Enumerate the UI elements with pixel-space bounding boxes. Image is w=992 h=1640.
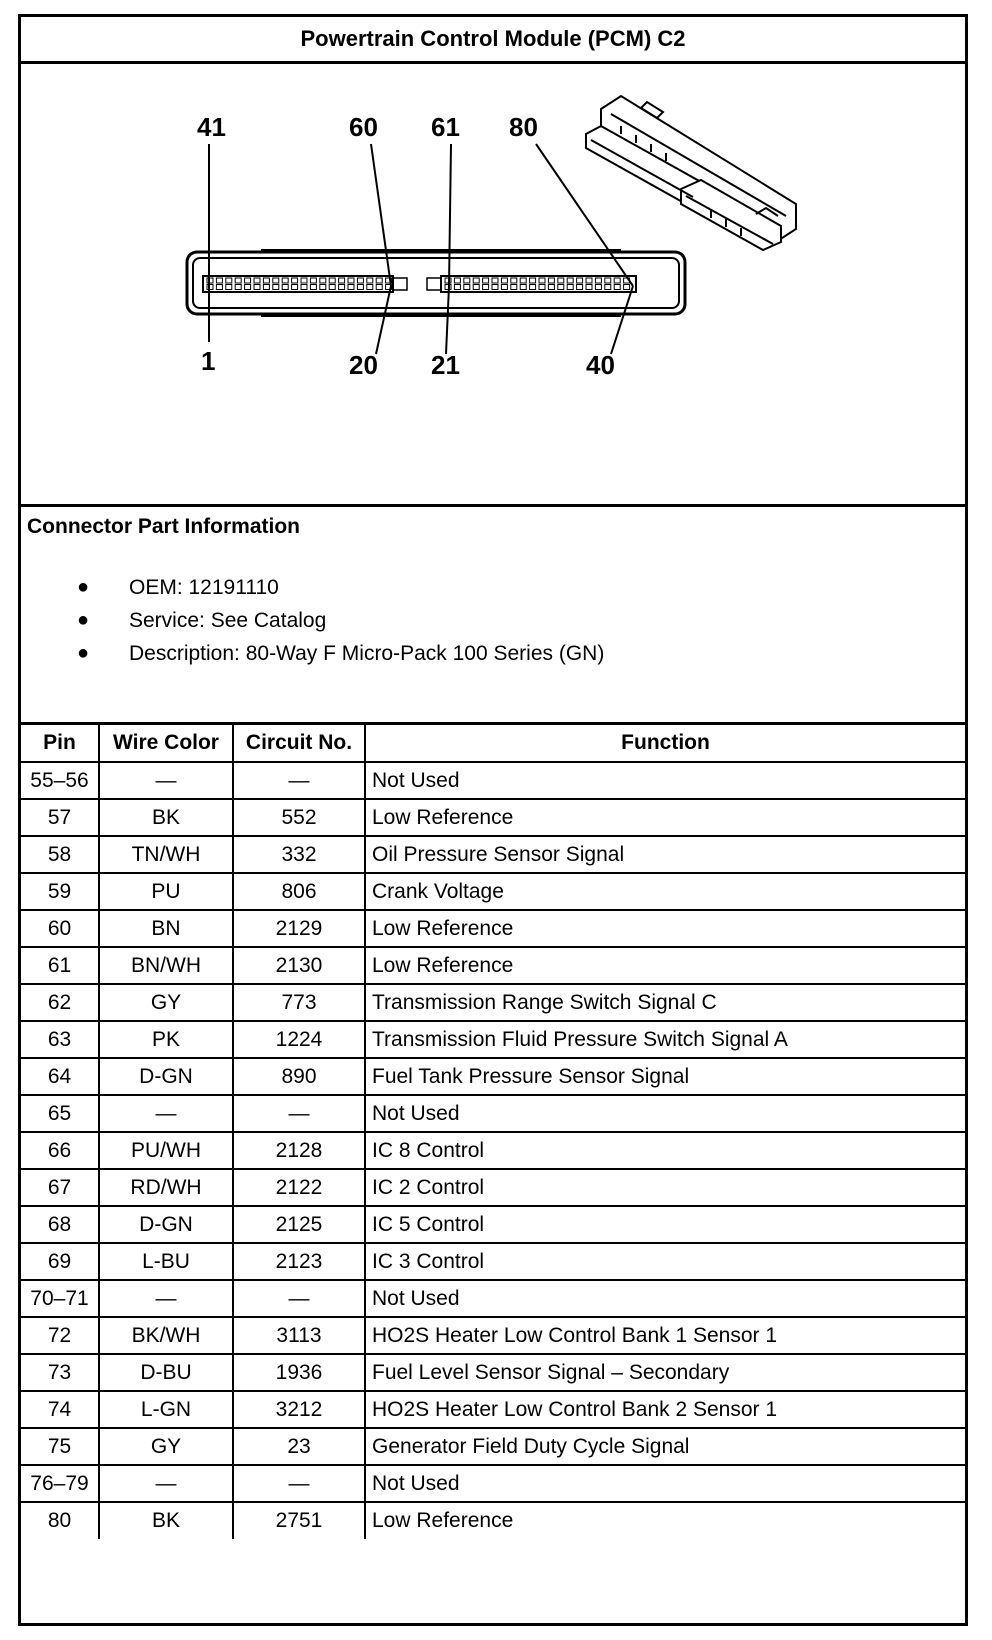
circuit-no-cell: — [233, 762, 365, 799]
function-cell: HO2S Heater Low Control Bank 2 Sensor 1 [365, 1391, 965, 1428]
header-pin: Pin [21, 725, 99, 762]
circuit-no-cell: — [233, 1095, 365, 1132]
function-cell: Not Used [365, 1280, 965, 1317]
table-row [21, 1169, 965, 1206]
wire-color-cell: D-BU [99, 1354, 233, 1391]
connector-drawing [21, 64, 965, 504]
circuit-no-cell: 2125 [233, 1206, 365, 1243]
wire-color-cell: RD/WH [99, 1169, 233, 1206]
pin-cell: 69 [21, 1243, 99, 1280]
function-cell: Transmission Range Switch Signal C [365, 984, 965, 1021]
function-cell: Low Reference [365, 799, 965, 836]
wire-color-cell: BN [99, 910, 233, 947]
wire-color-cell: BN/WH [99, 947, 233, 984]
table-row [21, 1428, 965, 1465]
function-cell: Not Used [365, 1095, 965, 1132]
pin-cell: 60 [21, 910, 99, 947]
function-cell: Low Reference [365, 1502, 965, 1539]
wire-color-cell: GY [99, 984, 233, 1021]
function-cell: IC 5 Control [365, 1206, 965, 1243]
pin-cell: 70–71 [21, 1280, 99, 1317]
pin-cell: 80 [21, 1502, 99, 1539]
function-cell: Low Reference [365, 910, 965, 947]
pin-cell: 75 [21, 1428, 99, 1465]
circuit-no-cell: 1224 [233, 1021, 365, 1058]
circuit-no-cell: 3212 [233, 1391, 365, 1428]
circuit-no-cell: 3113 [233, 1317, 365, 1354]
circuit-no-cell: 332 [233, 836, 365, 873]
pin-label-20: 20 [349, 350, 378, 380]
table-row [21, 1502, 965, 1539]
pin-cell: 66 [21, 1132, 99, 1169]
wire-color-cell: BK/WH [99, 1317, 233, 1354]
circuit-no-cell: 2128 [233, 1132, 365, 1169]
pin-cell: 74 [21, 1391, 99, 1428]
wire-color-cell: TN/WH [99, 836, 233, 873]
connector-info-list [21, 571, 604, 670]
pin-cell: 64 [21, 1058, 99, 1095]
function-cell: Transmission Fluid Pressure Switch Signal A [365, 1021, 965, 1058]
pin-label-40: 40 [586, 350, 615, 380]
table-row [21, 1132, 965, 1169]
pin-cell: 68 [21, 1206, 99, 1243]
pin-label-80: 80 [509, 112, 538, 142]
function-cell: HO2S Heater Low Control Bank 1 Sensor 1 [365, 1317, 965, 1354]
pin-cell: 58 [21, 836, 99, 873]
circuit-no-cell: 890 [233, 1058, 365, 1095]
pin-label-21: 21 [431, 350, 460, 380]
connector-info-heading: Connector Part Information [27, 515, 301, 538]
wire-color-cell: D-GN [99, 1206, 233, 1243]
circuit-no-cell: 1936 [233, 1354, 365, 1391]
function-cell: Crank Voltage [365, 873, 965, 910]
circuit-no-cell: 2129 [233, 910, 365, 947]
pinout-table [21, 725, 965, 1539]
table-row [21, 1391, 965, 1428]
description-item: Description: 80-Way F Micro-Pack 100 Series (GN) [129, 642, 605, 665]
wire-color-cell: BK [99, 799, 233, 836]
pin-cell: 76–79 [21, 1465, 99, 1502]
wire-color-cell: PK [99, 1021, 233, 1058]
circuit-no-cell: — [233, 1465, 365, 1502]
pin-label-1: 1 [201, 346, 216, 376]
pin-cell: 55–56 [21, 762, 99, 799]
function-cell: Fuel Tank Pressure Sensor Signal [365, 1058, 965, 1095]
pin-cell: 57 [21, 799, 99, 836]
header-function: Function [365, 725, 965, 762]
pin-cell: 63 [21, 1021, 99, 1058]
wire-color-cell: — [99, 1465, 233, 1502]
table-row [21, 762, 965, 799]
pin-cell: 59 [21, 873, 99, 910]
circuit-no-cell: 552 [233, 799, 365, 836]
circuit-no-cell: 23 [233, 1428, 365, 1465]
wire-color-cell: L-GN [99, 1391, 233, 1428]
pin-label-60: 60 [349, 112, 378, 142]
wire-color-cell: — [99, 1095, 233, 1132]
circuit-no-cell: 2130 [233, 947, 365, 984]
bullet-icon: ● [77, 609, 90, 631]
bullet-icon: ● [77, 576, 90, 598]
table-row [21, 1021, 965, 1058]
function-cell: IC 3 Control [365, 1243, 965, 1280]
wire-color-cell: PU/WH [99, 1132, 233, 1169]
table-row [21, 1058, 965, 1095]
wire-color-cell: PU [99, 873, 233, 910]
connector-sheet [18, 14, 968, 1626]
service-item: Service: See Catalog [129, 609, 327, 632]
function-cell: Not Used [365, 762, 965, 799]
pin-label-61: 61 [431, 112, 460, 142]
table-row [21, 984, 965, 1021]
table-row [21, 836, 965, 873]
circuit-no-cell: 2123 [233, 1243, 365, 1280]
connector-diagram [21, 64, 965, 507]
circuit-no-cell: 806 [233, 873, 365, 910]
wire-color-cell: GY [99, 1428, 233, 1465]
table-row [21, 1354, 965, 1391]
function-cell: Low Reference [365, 947, 965, 984]
circuit-no-cell: 2751 [233, 1502, 365, 1539]
header-wire-color: Wire Color [99, 725, 233, 762]
function-cell: Generator Field Duty Cycle Signal [365, 1428, 965, 1465]
wire-color-cell: — [99, 762, 233, 799]
function-cell: IC 8 Control [365, 1132, 965, 1169]
function-cell: Fuel Level Sensor Signal – Secondary [365, 1354, 965, 1391]
pin-cell: 72 [21, 1317, 99, 1354]
connector-perspective-icon [586, 96, 796, 250]
table-row [21, 1206, 965, 1243]
pin-cell: 61 [21, 947, 99, 984]
table-row [21, 910, 965, 947]
table-row [21, 1243, 965, 1280]
function-cell: Oil Pressure Sensor Signal [365, 836, 965, 873]
table-header-row [21, 725, 965, 762]
oem-item: OEM: 12191110 [129, 576, 279, 599]
bullet-icon: ● [77, 642, 90, 664]
table-row [21, 1465, 965, 1502]
list-item [21, 637, 604, 670]
pin-label-41: 41 [197, 112, 226, 142]
table-row [21, 1317, 965, 1354]
list-item [21, 604, 604, 637]
pin-cell: 73 [21, 1354, 99, 1391]
header-circuit-no: Circuit No. [233, 725, 365, 762]
wire-color-cell: D-GN [99, 1058, 233, 1095]
table-row [21, 947, 965, 984]
wire-color-cell: BK [99, 1502, 233, 1539]
page-title: Powertrain Control Module (PCM) C2 [21, 17, 965, 64]
wire-color-cell: — [99, 1280, 233, 1317]
table-row [21, 1095, 965, 1132]
table-row [21, 799, 965, 836]
table-row [21, 873, 965, 910]
connector-part-information [21, 507, 965, 725]
wire-color-cell: L-BU [99, 1243, 233, 1280]
function-cell: IC 2 Control [365, 1169, 965, 1206]
table-row [21, 1280, 965, 1317]
circuit-no-cell: 773 [233, 984, 365, 1021]
circuit-no-cell: — [233, 1280, 365, 1317]
pin-cell: 62 [21, 984, 99, 1021]
pin-cell: 67 [21, 1169, 99, 1206]
list-item [21, 571, 604, 604]
function-cell: Not Used [365, 1465, 965, 1502]
circuit-no-cell: 2122 [233, 1169, 365, 1206]
pin-cell: 65 [21, 1095, 99, 1132]
